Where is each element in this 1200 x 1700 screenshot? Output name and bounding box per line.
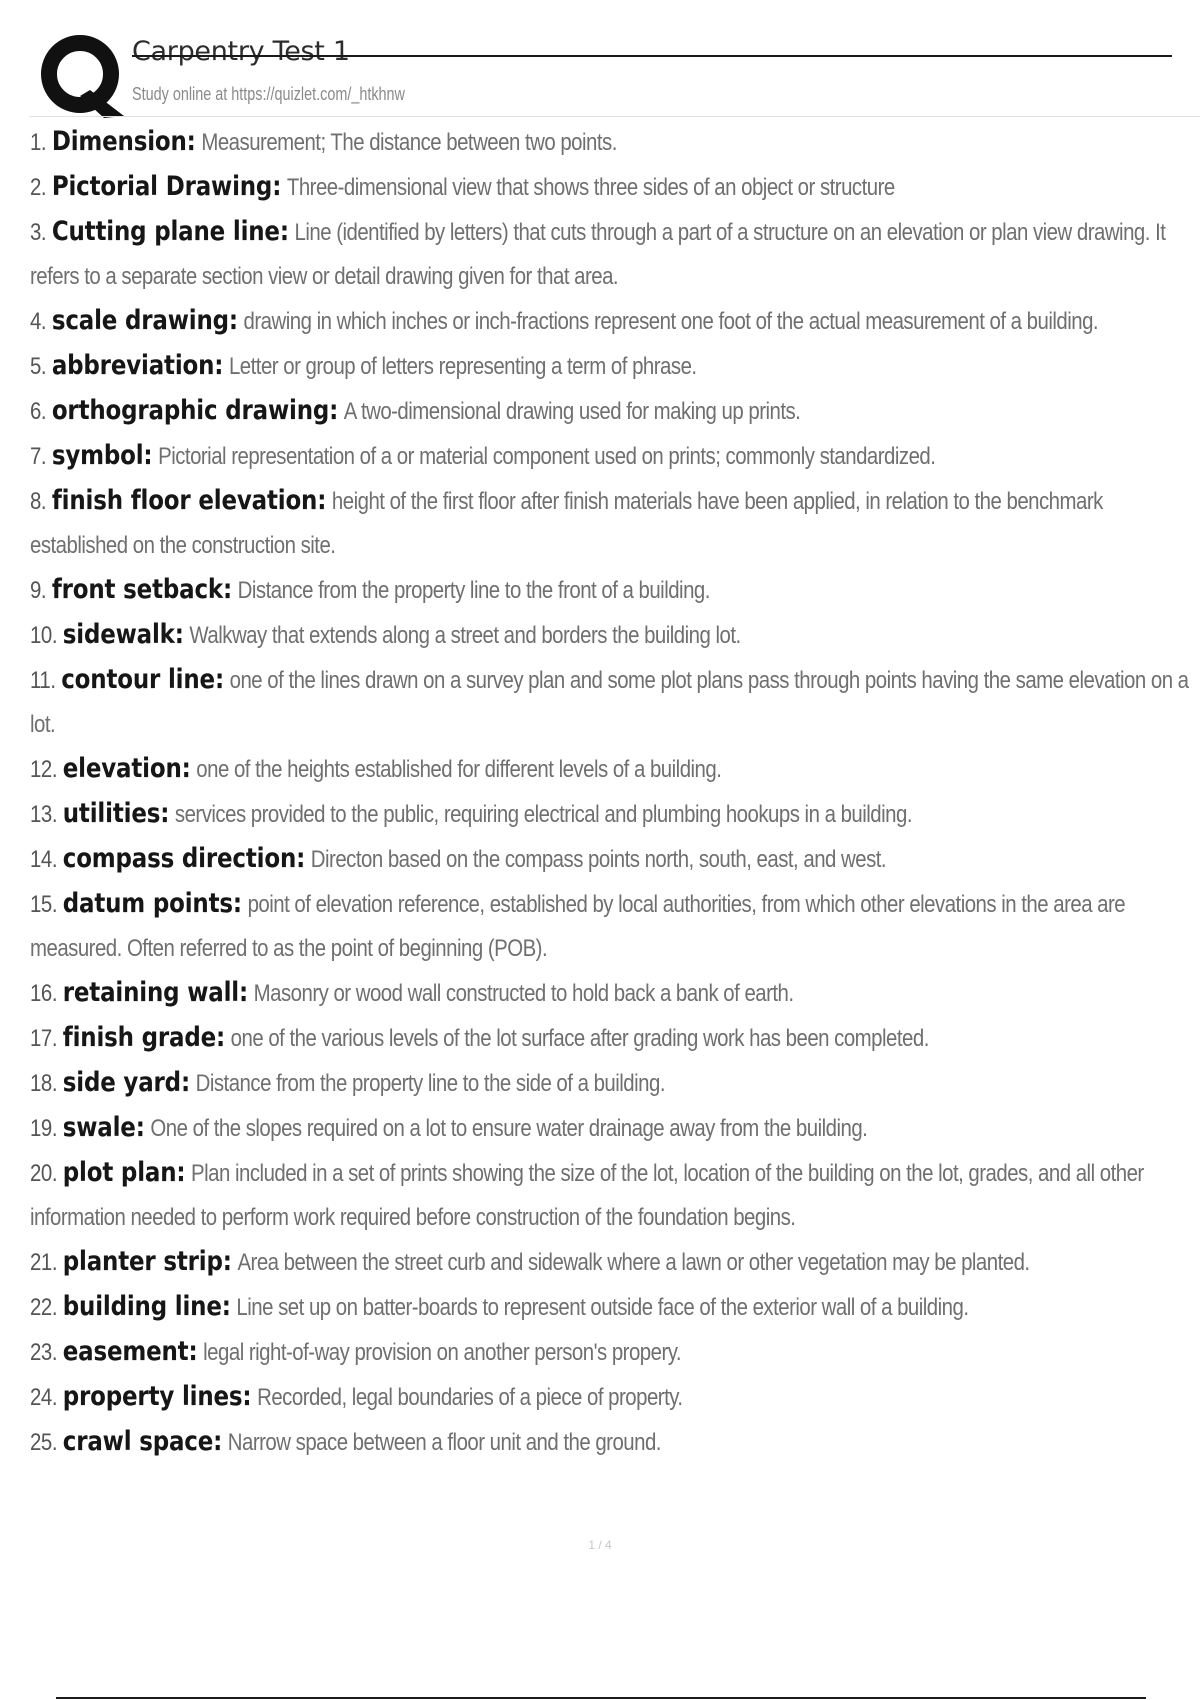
list-item [30, 837, 1195, 882]
term-definition: Masonry or wood wall constructed to hold back a bank of earth. [253, 980, 794, 1007]
item-number: 19. [30, 1115, 58, 1142]
list-item [30, 1240, 1195, 1285]
term-definition: point of elevation reference, established by local authorities, from which other elevations in the area are measured. Often referred to as the point of beginning (POB). [30, 891, 1126, 962]
item-number: 23. [30, 1339, 58, 1366]
list-item [30, 1016, 1195, 1061]
item-number: 14. [30, 846, 58, 873]
term-definition: One of the slopes required on a lot to ensure water drainage away from the building. [150, 1115, 868, 1142]
term-label: building line: [62, 1291, 231, 1322]
term-definition: services provided to the public, requiring electrical and plumbing hookups in a building. [174, 801, 912, 828]
term-label: Dimension: [51, 126, 196, 157]
page-header [30, 28, 1200, 118]
list-item [30, 658, 1195, 747]
term-label: datum points: [62, 888, 242, 919]
term-definition: height of the first floor after finish materials have been applied, in relation to the benchmark established on the construction site. [30, 488, 1103, 559]
title-strike-rule [132, 55, 1172, 57]
list-item [30, 389, 1195, 434]
item-number: 16. [30, 980, 58, 1007]
term-label: contour line: [61, 664, 224, 695]
term-label: finish grade: [62, 1022, 226, 1053]
term-label: symbol: [51, 440, 153, 471]
list-item [30, 1285, 1195, 1330]
header-divider [30, 116, 1200, 117]
term-label: elevation: [62, 753, 191, 784]
term-definition: one of the various levels of the lot surface after grading work has been completed. [230, 1025, 929, 1052]
term-label: Pictorial Drawing: [51, 171, 282, 202]
list-item [30, 165, 1195, 210]
term-label: front setback: [51, 574, 232, 605]
term-label: retaining wall: [62, 977, 248, 1008]
item-number: 25. [30, 1429, 58, 1456]
item-number: 7. [30, 443, 47, 470]
term-definition: A two-dimensional drawing used for making up prints. [343, 398, 801, 425]
item-number: 3. [30, 219, 47, 246]
item-number: 10. [30, 622, 58, 649]
term-definition: Directon based on the compass points north, south, east, and west. [310, 846, 887, 873]
footer-rule [56, 1697, 1146, 1699]
list-item [30, 479, 1195, 568]
list-item [30, 210, 1195, 299]
term-label: planter strip: [62, 1246, 232, 1277]
term-definition: Pictorial representation of a or material component used on prints; commonly standardized. [158, 443, 936, 470]
list-item [30, 971, 1195, 1016]
term-label: side yard: [62, 1067, 190, 1098]
item-number: 24. [30, 1384, 58, 1411]
term-label: sidewalk: [62, 619, 184, 650]
item-number: 6. [30, 398, 47, 425]
term-definition: Distance from the property line to the side of a building. [195, 1070, 665, 1097]
item-number: 8. [30, 488, 47, 515]
list-item [30, 1106, 1195, 1151]
item-number: 18. [30, 1070, 58, 1097]
item-number: 1. [30, 129, 47, 156]
list-item [30, 120, 1195, 165]
list-item [30, 1375, 1195, 1420]
item-number: 2. [30, 174, 47, 201]
term-definition: Plan included in a set of prints showing the size of the lot, location of the building on the lot, grades, and all other information needed to perform work required before construction of the foundation begins. [30, 1160, 1144, 1231]
term-definition: drawing in which inches or inch-fractions represent one foot of the actual measurement of a building. [243, 308, 1099, 335]
list-item [30, 613, 1195, 658]
term-label: abbreviation: [51, 350, 224, 381]
item-number: 20. [30, 1160, 58, 1187]
item-number: 5. [30, 353, 47, 380]
list-item [30, 882, 1195, 971]
list-item [30, 568, 1195, 613]
term-definition: one of the lines drawn on a survey plan and some plot plans pass through points having the same elevation on a lot. [30, 667, 1189, 738]
term-label: compass direction: [62, 843, 306, 874]
term-definition: legal right-of-way provision on another person's propery. [203, 1339, 682, 1366]
item-number: 22. [30, 1294, 58, 1321]
item-number: 15. [30, 891, 58, 918]
term-definition: Line (identified by letters) that cuts through a part of a structure on an elevation or plan view drawing. It refers to a separate section view or detail drawing given for that area. [30, 219, 1166, 290]
term-definition: one of the heights established for different levels of a building. [196, 756, 722, 783]
term-definition: Recorded, legal boundaries of a piece of property. [257, 1384, 683, 1411]
list-item [30, 434, 1195, 479]
term-label: property lines: [62, 1381, 252, 1412]
list-item [30, 792, 1195, 837]
term-definition: Distance from the property line to the front of a building. [237, 577, 710, 604]
list-item [30, 1420, 1195, 1465]
term-label: finish floor elevation: [51, 485, 327, 516]
item-number: 21. [30, 1249, 58, 1276]
list-item [30, 1151, 1195, 1240]
list-item [30, 344, 1195, 389]
list-item [30, 747, 1195, 792]
term-label: plot plan: [62, 1157, 186, 1188]
term-definition: Area between the street curb and sidewalk where a lawn or other vegetation may be planted. [237, 1249, 1030, 1276]
item-number: 17. [30, 1025, 58, 1052]
term-label: orthographic drawing: [51, 395, 339, 426]
term-label: easement: [62, 1336, 198, 1367]
term-label: Cutting plane line: [51, 216, 289, 247]
term-label: swale: [62, 1112, 145, 1143]
list-item [30, 1061, 1195, 1106]
item-number: 11. [30, 667, 56, 694]
list-item [30, 299, 1195, 344]
item-number: 12. [30, 756, 58, 783]
item-number: 4. [30, 308, 47, 335]
term-list [30, 120, 1200, 1465]
item-number: 9. [30, 577, 47, 604]
term-label: crawl space: [62, 1426, 223, 1457]
term-definition: Letter or group of letters representing a term of phrase. [228, 353, 697, 380]
term-definition: Line set up on batter-boards to represent outside face of the exterior wall of a building. [236, 1294, 969, 1321]
term-label: utilities: [62, 798, 170, 829]
quizlet-logo-icon [32, 34, 142, 118]
study-online-link[interactable]: Study online at https://quizlet.com/_htkhnw [132, 84, 405, 104]
term-definition: Walkway that extends along a street and borders the building lot. [189, 622, 741, 649]
term-definition: Three-dimensional view that shows three sides of an object or structure [286, 174, 895, 201]
document-title: Carpentry Test 1 [132, 36, 350, 67]
term-label: scale drawing: [51, 305, 238, 336]
item-number: 13. [30, 801, 58, 828]
term-definition: Narrow space between a floor unit and the ground. [227, 1429, 661, 1456]
list-item [30, 1330, 1195, 1375]
page-number: 1 / 4 [588, 1538, 612, 1552]
term-definition: Measurement; The distance between two points. [201, 129, 617, 156]
